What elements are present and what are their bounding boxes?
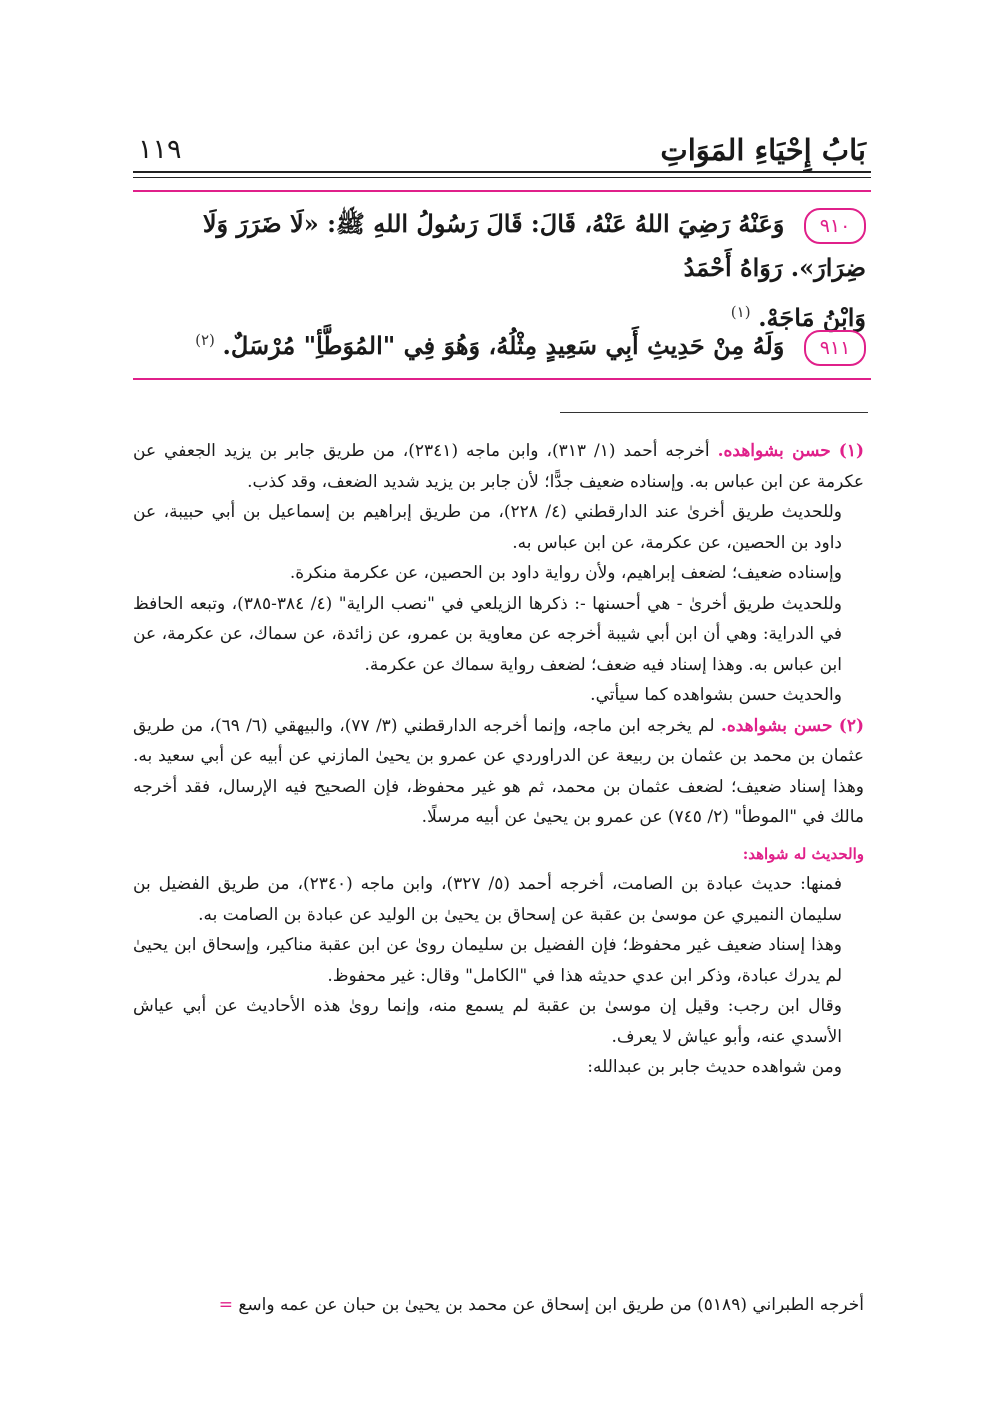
footnote-ref[interactable]: (١) [730, 303, 751, 321]
footnote-ref[interactable]: (٢) [195, 331, 215, 349]
footnote-grade: حسن بشواهده. [720, 715, 833, 736]
footnote-divider [560, 412, 868, 413]
header-rule-thin [133, 177, 871, 178]
footnote-paragraph: وللحديث طريق أخرىٰ - هي أحسنها -: ذكرها الزيلعي في "نصب الراية" (٤/ ٣٨٤-٣٨٥)، وتبعه الحافظ في الدراية: وهي أن ابن أبي شيبة أخرجه عن معاوية بن عمرو، عن زائدة، عن سماك، عن عكرمة، عن ابن عباس به. وهذا إسناد فيه ضعف؛ لضعف رواية سماك عن عكرمة. [133, 593, 842, 675]
hadith-text-line: وَعَنْهُ رَضِيَ اللهُ عَنْهُ، قَالَ: قَالَ رَسُولُ اللهِ ﷺ: «لَا ضَرَرَ وَلَا ضِرَارَ». رَوَاهُ أَحْمَدُ [202, 209, 866, 282]
footnote-paragraph: فمنها: حديث عبادة بن الصامت، أخرجه أحمد (٥/ ٣٢٧)، وابن ماجه (٢٣٤٠)، من طريق الفضيل بن سليمان النميري عن موسىٰ بن عقبة عن إسحاق بن يحيىٰ بن الوليد عن عبادة بن الصامت به. [133, 874, 842, 925]
footnote-paragraph: وإسناده ضعيف؛ لضعف إبراهيم، ولأن رواية داود بن الحصين، عن عكرمة منكرة. [289, 563, 842, 583]
header-rule-thick [133, 171, 871, 173]
hadith-number-badge: ٩١٠ [804, 208, 866, 244]
footnote-marker: (٢) [838, 715, 864, 736]
footnotes [133, 436, 864, 1083]
page-number: ١١٩ [138, 134, 182, 165]
footnote-text: لم يخرجه ابن ماجه، وإنما أخرجه الدارقطني (٣/ ٧٧)، والبيهقي (٦/ ٦٩)، من طريق عثمان بن محمد بن عثمان بن ربيعة عن الدراوردي عن عمرو بن يحيىٰ المازني عن أبيه عن أبي سعيد به. وهذا إسناد ضعيف؛ لضعف عثمان بن محمد، ثم هو غير محفوظ، فإن الصحيح فيه الإرسال، فقد أخرجه مالك في "الموطأ" (٢/ ٧٤٥) عن عمرو بن يحيىٰ عن أبيه مرسلًا. [133, 715, 864, 827]
footnote-last-line [112, 1290, 864, 1320]
footnote-paragraph: وقال ابن رجب: وقيل إن موسىٰ بن عقبة لم يسمع منه، وإنما روىٰ هذه الأحاديث عن أبي عياش الأسدي عنه، وأبو عياش لا يعرف. [133, 996, 842, 1047]
continuation-mark: = [218, 1295, 233, 1315]
chapter-title: بَابُ إِحْيَاءِ المَوَاتِ [660, 133, 866, 167]
hadith-rule-top [133, 190, 871, 192]
footnote-text: أخرجه أحمد (١/ ٣١٣)، وابن ماجه (٢٣٤١)، من طريق جابر بن يزيد الجعفي عن عكرمة عن ابن عباس به. وإسناده ضعيف جدًّا؛ لأن جابر بن يزيد شديد الضعف، وقد كذب. [133, 441, 864, 492]
footnote-paragraph: وهذا إسناد ضعيف غير محفوظ؛ فإن الفضيل بن سليمان روىٰ عن ابن عقبة مناكير، وإسحاق ابن يحيىٰ لم يدرك عبادة، وذكر ابن عدي حديثه هذا في "الكامل" وقال: غير محفوظ. [133, 935, 842, 986]
footnote-1 [133, 436, 864, 497]
footnote-paragraph: أخرجه الطبراني (٥١٨٩) من طريق ابن إسحاق عن محمد بن يحيىٰ بن حبان عن عمه واسع [238, 1295, 864, 1315]
footnote-2 [133, 711, 864, 833]
footnote-paragraph: وللحديث طريق أخرىٰ عند الدارقطني (٤/ ٢٢٨)، من طريق إبراهيم بن إسماعيل بن أبي حبيبة، عن داود بن الحصين، عن عكرمة، عن ابن عباس به. [133, 502, 842, 553]
footnote-marker: (١) [838, 441, 865, 461]
footnote-paragraph: ومن شواهده حديث جابر بن عبدالله: [587, 1057, 842, 1077]
hadith-rule-bottom [133, 378, 871, 380]
hadith-number-badge: ٩١١ [804, 330, 866, 366]
footnote-paragraph: والحديث حسن بشواهده كما سيأتي. [590, 685, 842, 705]
hadith-text-line: وَابْنُ مَاجَهْ. [758, 303, 866, 332]
footnote-grade: حسن بشواهده. [717, 441, 831, 461]
hadith-text-line: وَلَهُ مِنْ حَدِيثِ أَبِي سَعِيدٍ مِثْلُهُ، وَهُوَ فِي "المُوَطَّأِ" مُرْسَلٌ. [222, 331, 785, 360]
witnesses-heading: والحديث له شواهد: [742, 844, 864, 863]
hadith-911 [138, 318, 866, 368]
page-header [138, 130, 866, 170]
